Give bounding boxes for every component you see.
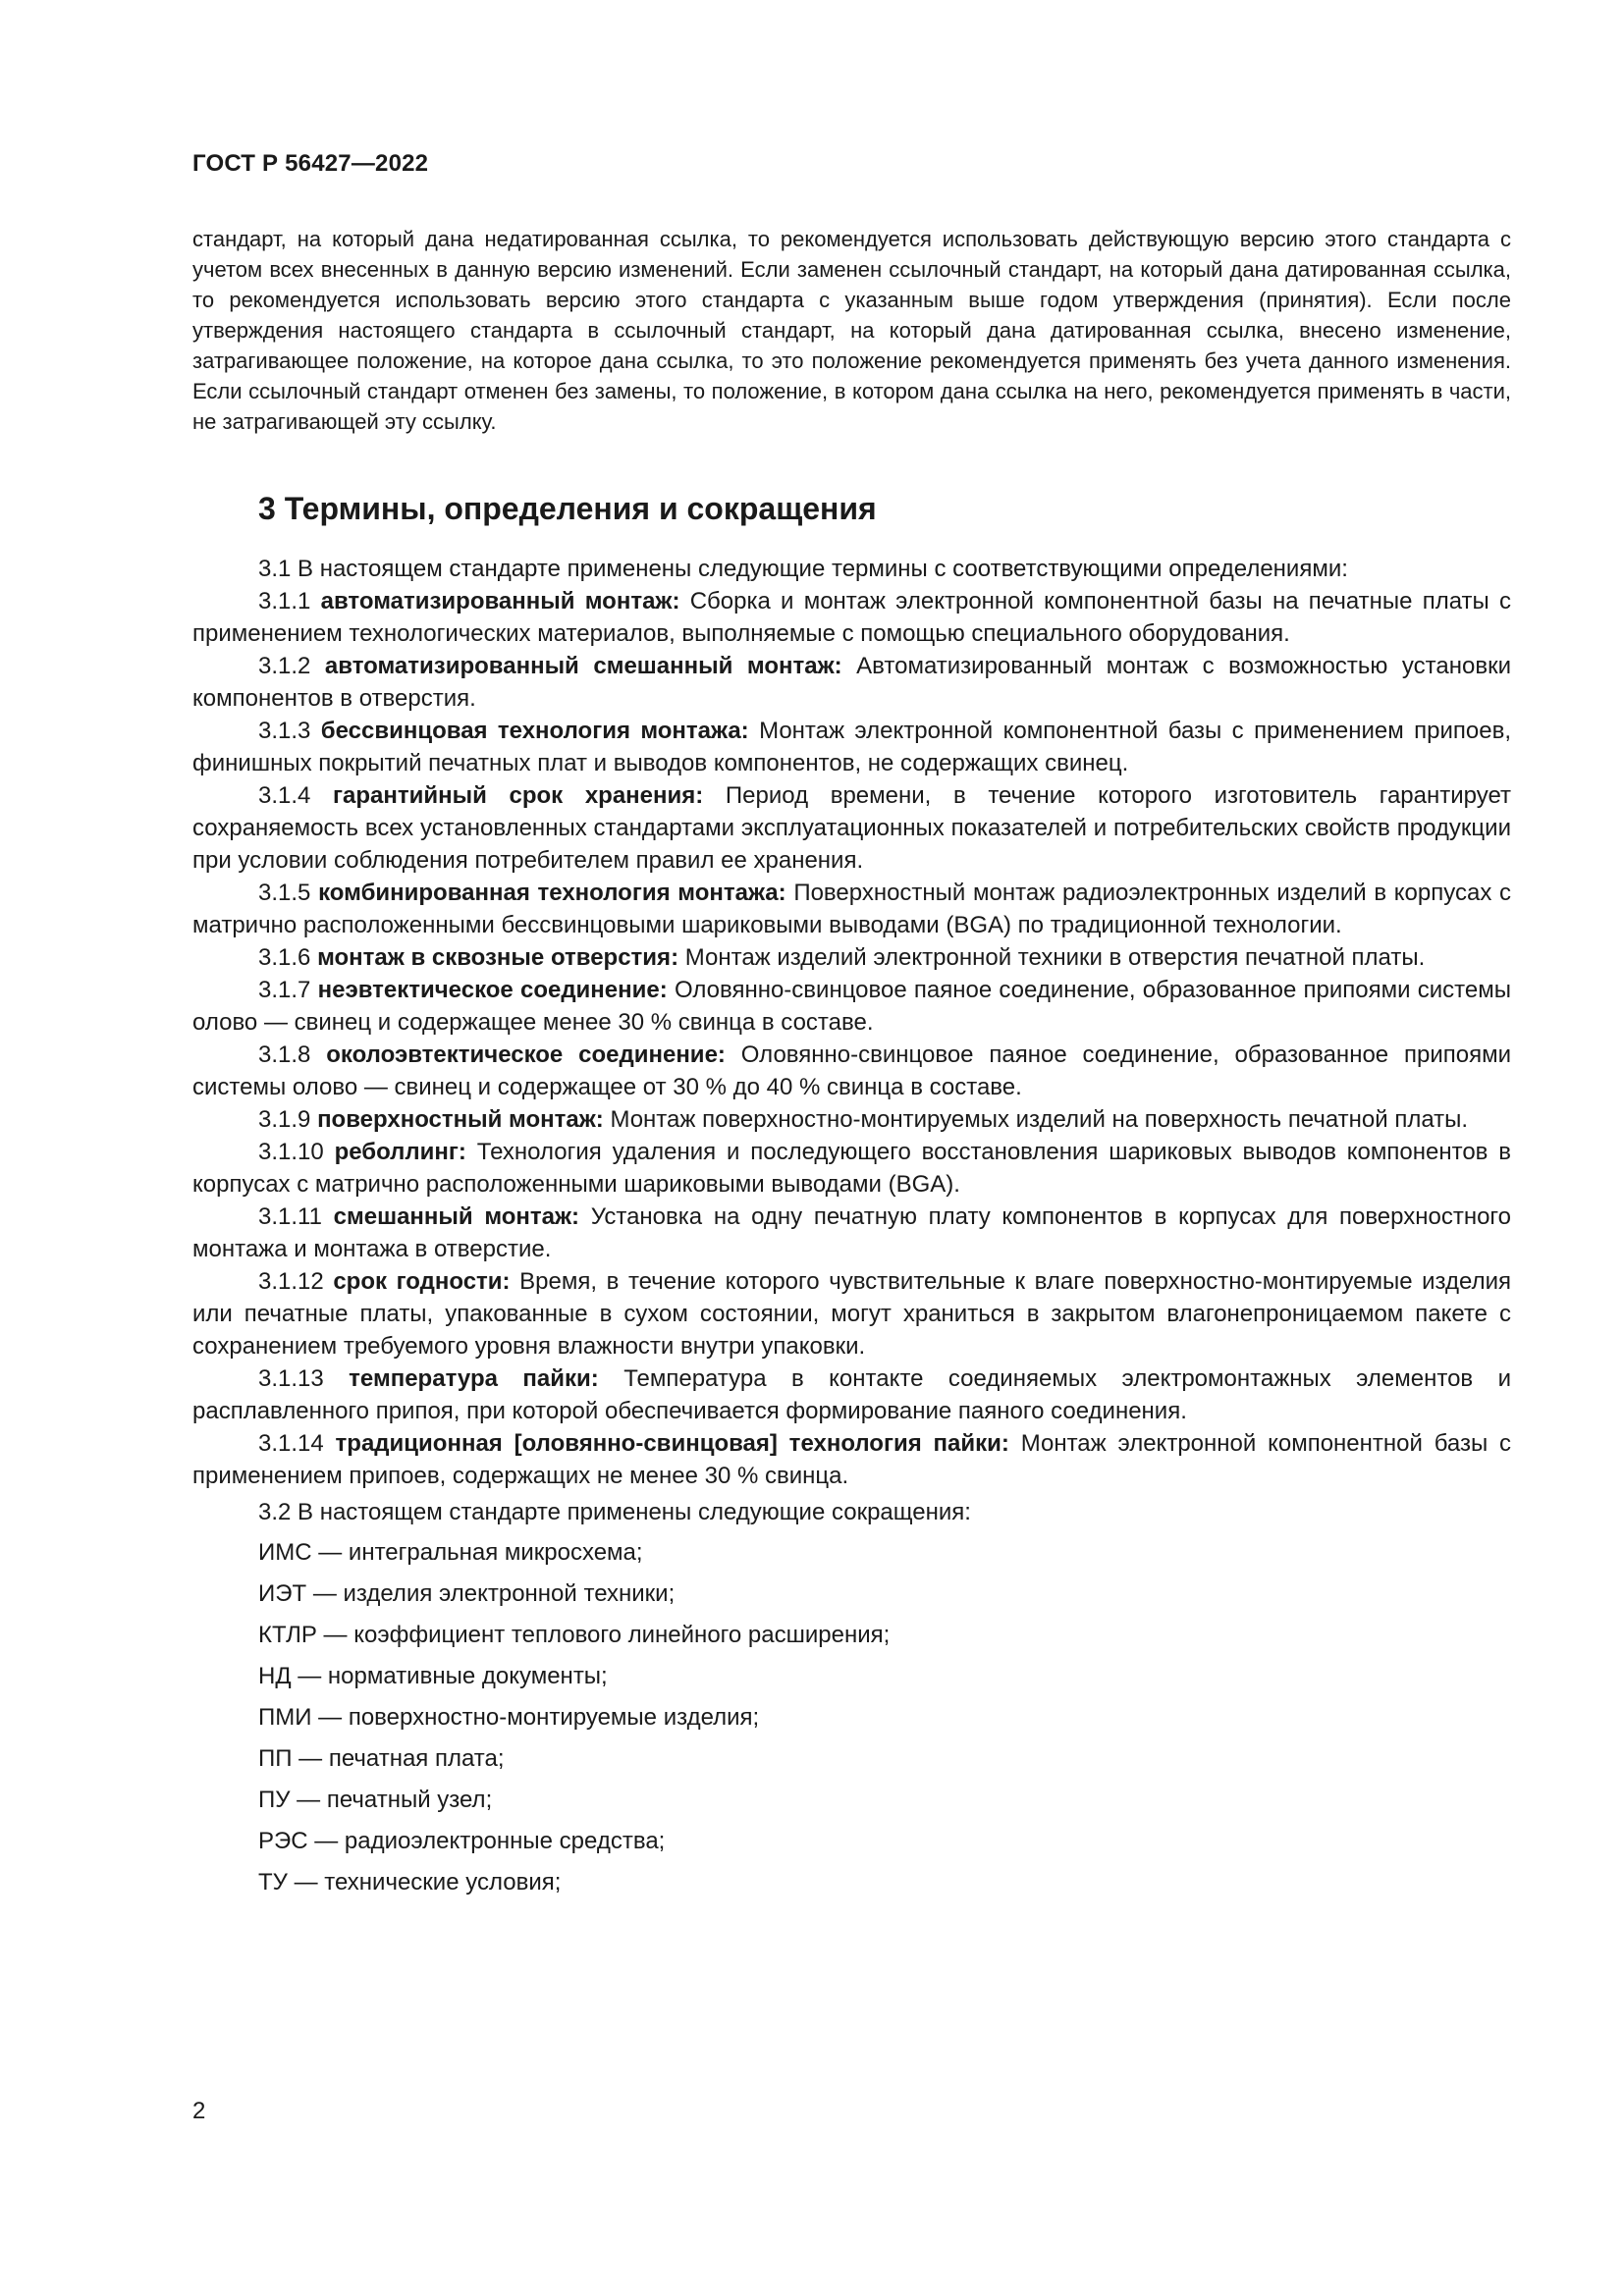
intro-paragraph: стандарт, на который дана недатированная ссылка, то рекомендуется использовать действующую версию этого стандарта с учетом всех внесенных в данную версию изменений. Если заменен ссылочный стандарт, на который дана датированная ссылка, то рекомендуется использовать версию этого стандарта с указанным выше годом утверждения (принятия). Если после утверждения настоящего стандарта в ссылочный стандарт, на который дана датированная ссылка, внесено изменение, затрагивающее положение, на которое дана ссылка, то это положение рекомендуется применять без учета данного изменения. Если ссылочный стандарт отменен без замены, то положение, в котором дана ссылка на него, рекомендуется применять в части, не затрагивающей эту ссылку. [192, 227, 1511, 434]
abbreviations-intro: 3.2 В настоящем стандарте применены следующие сокращения: [258, 1499, 971, 1525]
term-name: автоматизированный смешанный монтаж: [324, 653, 842, 679]
abbreviation-item: ТУ — технические условия; [258, 1869, 562, 1896]
term-number: 3.1.2 [258, 653, 311, 679]
terms-list [192, 585, 1511, 1492]
term-definition [192, 585, 1511, 650]
term-name: автоматизированный монтаж: [320, 588, 680, 614]
term-number: 3.1.7 [258, 977, 311, 1003]
term-number: 3.1.3 [258, 718, 311, 744]
abbreviation-item: РЭС — радиоэлектронные средства; [258, 1828, 666, 1854]
term-text: Период времени, в течение которого изготовитель гарантирует сохраняемость всех установленных стандартами эксплуатационных показателей и потребительских свойств продукции при условии соблюдения потребителем правил ее хранения. [192, 782, 1512, 874]
term-text: Монтаж поверхностно-монтируемых изделий на поверхность печатной платы. [610, 1106, 1469, 1133]
abbreviation-item: ПУ — печатный узел; [258, 1787, 493, 1813]
term-text: Монтаж электронной компонентной базы с применением припоев, финишных покрытий печатных плат и выводов компонентов, не содержащих свинец. [192, 718, 1512, 776]
abbreviations-list [192, 1532, 1511, 1903]
abbreviation-item: НД — нормативные документы; [258, 1663, 608, 1689]
term-number: 3.1.11 [258, 1203, 322, 1230]
term-name: гарантийный срок хранения: [333, 782, 704, 809]
term-definition [192, 715, 1511, 779]
abbreviation-item: КТЛР — коэффициент теплового линейного расширения; [258, 1622, 891, 1648]
abbreviation-item: ПМИ — поверхностно-монтируемые изделия; [258, 1704, 760, 1731]
term-number: 3.1.10 [258, 1139, 324, 1165]
document-header: ГОСТ Р 56427—2022 [192, 150, 429, 177]
term-definition [192, 1103, 1511, 1136]
term-name: температура пайки: [349, 1365, 599, 1392]
term-name: смешанный монтаж: [333, 1203, 580, 1230]
term-definition [192, 779, 1511, 877]
term-text: Время, в течение которого чувствительные к влаге поверхностно-монтируемые изделия или печатные платы, упакованные в сухом состоянии, могут храниться в закрытом влагонепроницаемом пакете с сохранением требуемого уровня влажности внутри упаковки. [192, 1268, 1511, 1360]
term-text: Технология удаления и последующего восстановления шариковых выводов компонентов в корпусах с матрично расположенными шариковыми выводами (BGA). [192, 1139, 1512, 1198]
terms-intro: 3.1 В настоящем стандарте применены следующие термины с соответствующими определениями: [258, 556, 1348, 582]
term-text: Температура в контакте соединяемых электромонтажных элементов и расплавленного припоя, при которой обеспечивается формирование паяного соединения. [192, 1365, 1512, 1424]
section-title: 3 Термины, определения и сокращения [258, 491, 877, 526]
term-number: 3.1.8 [258, 1041, 311, 1068]
term-definition [192, 1265, 1511, 1362]
term-text: Монтаж электронной компонентной базы с применением припоев, содержащих не менее 30 % свинца. [192, 1430, 1512, 1489]
term-name: реболлинг: [334, 1139, 466, 1165]
term-number: 3.1.1 [258, 588, 311, 614]
abbreviation-item: ПП — печатная плата; [258, 1745, 505, 1772]
term-number: 3.1.6 [258, 944, 311, 971]
term-definition [192, 974, 1511, 1039]
term-definition [192, 650, 1511, 715]
term-name: монтаж в сквозные отверстия: [317, 944, 679, 971]
term-number: 3.1.14 [258, 1430, 324, 1457]
term-name: поверхностный монтаж: [317, 1106, 604, 1133]
term-definition [192, 1201, 1511, 1265]
term-text: Оловянно-свинцовое паяное соединение, образованное припоями системы олово — свинец и содержащее от 30 % до 40 % свинца в составе. [192, 1041, 1511, 1100]
term-number: 3.1.9 [258, 1106, 311, 1133]
term-name: срок годности: [333, 1268, 511, 1295]
term-text: Установка на одну печатную плату компонентов в корпусах для поверхностного монтажа и монтажа в отверстие. [192, 1203, 1511, 1262]
term-name: неэвтектическое соединение: [317, 977, 668, 1003]
term-name: околоэвтектическое соединение: [326, 1041, 726, 1068]
term-text: Монтаж изделий электронной техники в отверстия печатной платы. [684, 944, 1426, 971]
term-text: Поверхностный монтаж радиоэлектронных изделий в корпусах с матрично расположенными бессвинцовыми шариковыми выводами (BGA) по традиционной технологии. [192, 880, 1512, 938]
term-definition [192, 1427, 1511, 1492]
term-definition [192, 1362, 1511, 1427]
page-number: 2 [192, 2098, 206, 2124]
abbreviation-item: ИМС — интегральная микросхема; [258, 1539, 643, 1566]
term-number: 3.1.4 [258, 782, 311, 809]
term-definition [192, 877, 1511, 941]
term-number: 3.1.5 [258, 880, 311, 906]
section-body [192, 553, 1511, 1903]
term-text: Автоматизированный монтаж с возможностью установки компонентов в отверстия. [192, 653, 1511, 712]
term-text: Оловянно-свинцовое паяное соединение, образованное припоями системы олово — свинец и содержащее менее 30 % свинца в составе. [192, 977, 1511, 1036]
abbreviation-item: ИЭТ — изделия электронной техники; [258, 1580, 676, 1607]
term-definition [192, 1039, 1511, 1103]
term-number: 3.1.13 [258, 1365, 324, 1392]
term-name: комбинированная технология монтажа: [318, 880, 786, 906]
term-definition [192, 1136, 1511, 1201]
term-text: Сборка и монтаж электронной компонентной базы на печатные платы с применением технологических материалов, выполняемые с помощью специального оборудования. [192, 588, 1512, 647]
term-definition [192, 941, 1511, 974]
term-name: традиционная [оловянно-свинцовая] технология пайки: [335, 1430, 1009, 1457]
term-name: бессвинцовая технология монтажа: [320, 718, 749, 744]
term-number: 3.1.12 [258, 1268, 324, 1295]
